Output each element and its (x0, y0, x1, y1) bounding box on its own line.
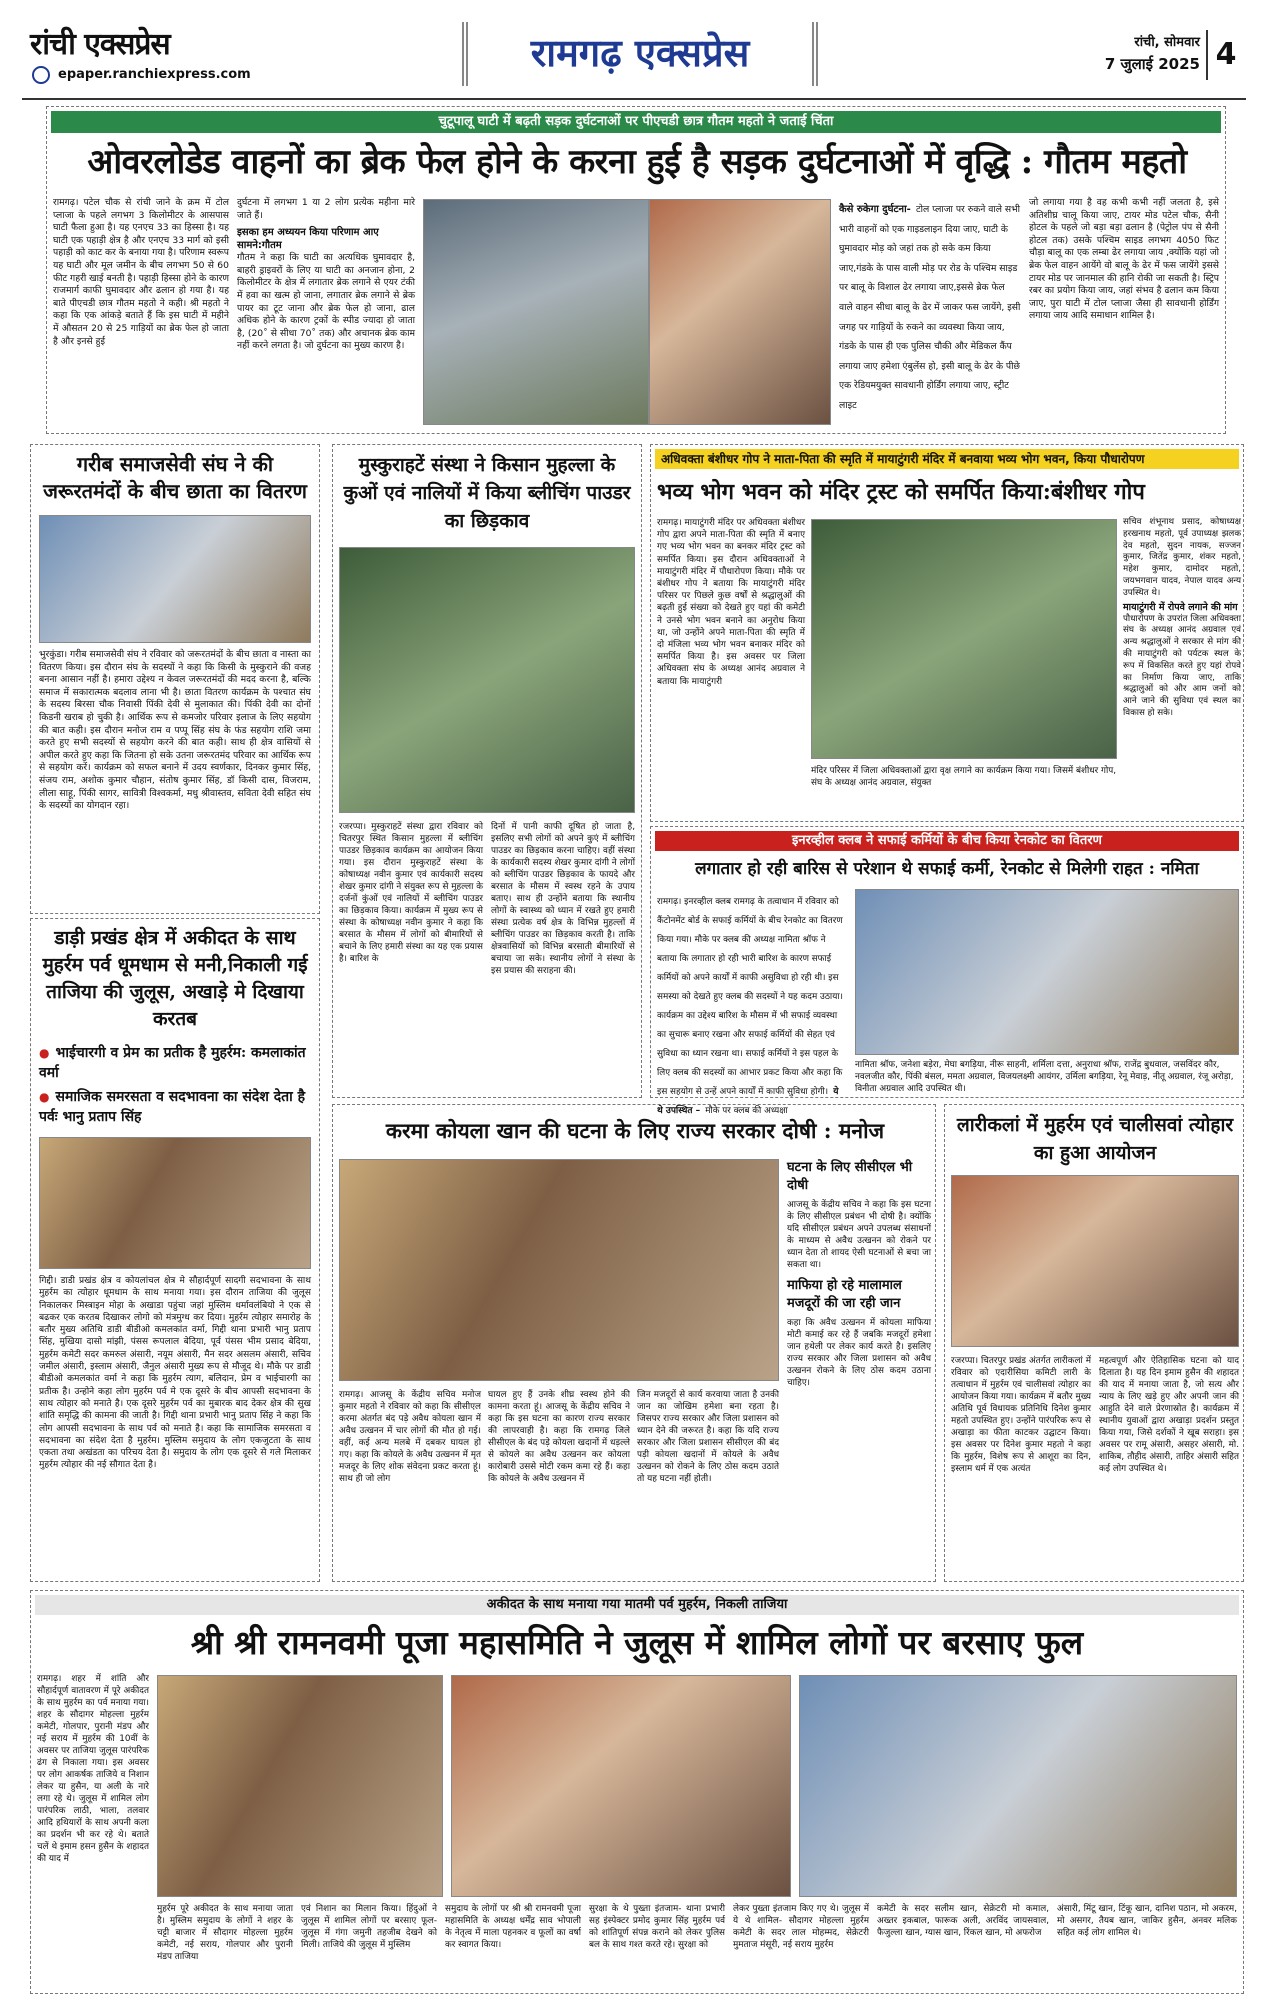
lead-col-2-subhead: इसका हम अध्ययन किया परिणाम आए सामने:गौतम (237, 227, 379, 252)
bhog-col-1: रामगढ़। मायाटुंगरी मंदिर पर अधिवक्ता बंशीधर गोप द्वारा अपने माता-पिता की स्मृति में बनाए गए भव्य भोग भवन का बनकर मंदिर ट्रस्ट को समर्पित किया। इस दौरान अधिवक्ताओं ने मायाटुंगरी मंदिर में पौधारोपण किया। मौके पर बंशीधर गोप ने बताया कि मायाटुंगरी मंदिर परिसर पर पिछले कुछ वर्षों से श्रद्धालुओं की बढ़ती हुई संख्या को देखते हुए यहां की कमेटी ने उनसे भोग भवन बनाने का अनुरोध किया था, जो उन्होंने अपने माता-पिता की स्मृति में दो मंजिला भव्य भोग भवन बनाकर मंदिर को समर्पित किया है। इस अवसर पर जिला अधिवक्ता संघ के अध्यक्ष आनंद अग्रवाल ने बताया कि मायाटुंगरी (657, 518, 805, 687)
bhog-col-3-text: सचिव शंभूनाथ प्रसाद, कोषाध्यक्ष हरखनाथ महतो, पूर्व उपाध्यक्ष झलक देव महतो, सुदन नायक, सज्जन कुमार, जितेंद्र कुमार, शंकर महतो, महेश कुमार, दामोदर महतो, जयभगवान यादव, नेपाल यादव अन्य उपस्थित थे। (1123, 517, 1241, 598)
bhog-story (650, 444, 1244, 822)
muharram-bullet-2: ● समाजिक समरसता व सदभावना का संदेश देता है पर्वः भानु प्रताप सिंह (39, 1087, 311, 1127)
page-number: 4 (1206, 30, 1244, 80)
larikalan-col-2: महत्वपूर्ण और ऐतिहासिक घटना को याद दिलाता है। यह दिन इमाम हुसैन की शहादत की याद में मनाया जाता है, जो सत्य और न्याय के लिए खड़े हुए और अपनी जान की आहुति देने वाले प्रेरणास्रोत है। कार्यक्रम में स्थानीय युवाओं द्वारा अखाड़ा प्रदर्शन प्रस्तुत किया गया, जिसे दर्शकों ने खूब सराहा। इस अवसर पर रामू अंसारी, असहर अंसारी, मो. शाकिब, तौहीद अंसारी, ताहिर अंसारी सहित कई लोग उपस्थित थे। (1099, 1356, 1239, 1474)
raincoat-story (650, 826, 1244, 1116)
bhog-photo (811, 519, 1117, 759)
karma-sidebar (787, 1159, 931, 1579)
karma-side-subhead-2: माफिया हो रहे मालामाल मजदूरों की जा रही जान (787, 1278, 902, 1311)
section-title: रामगढ़ एक्सप्रेस (530, 30, 750, 75)
umbrella-headline: गरीब समाजसेवी संघ ने की जरूरतमंदों के बीच छाता का वितरण (43, 452, 307, 503)
raincoat-present-text: मौके पर क्लब की अध्यक्षा (705, 1106, 788, 1116)
karma-photo (339, 1159, 779, 1381)
ramnavami-story (30, 1590, 1244, 1994)
issue-date: 7 जुलाई 2025 (1104, 55, 1200, 73)
ranchi-express-logo[interactable] (30, 22, 260, 64)
larikalan-col-1: रजरप्पा। चितरपुर प्रखंड अंतर्गत लारीकलां में रविवार को एदारीसिया कमिटी लारी के तत्वाधान में मुहर्रम एवं चालीसवां त्योहार का आयोजन किया गया। कार्यक्रम में बतौर मुख्य अतिथि पूर्व विधायक प्रतिनिधि दिनेश कुमार महतो उपस्थित हुए। उन्होंने पारंपरिक रूप से अखाड़ा का फीता काटकर उद्घाटन किया। इस अवसर पर दिनेश कुमार महतो ने कहा कि मुहर्रम, विशेष रूप से आशूरा का दिन, इस्लाम धर्म में एक अत्यंत (951, 1356, 1091, 1474)
raincoat-kicker: इनरव्हील क्लब ने सफाई कर्मियों के बीच किया रेनकोट का वितरण (655, 831, 1239, 851)
raincoat-col-1 (657, 889, 847, 1116)
bhog-col-3-rest: पौधारोपण के उपरांत जिला अधिवक्ता संघ के अध्यक्ष आनंद अग्रवाल एवं अन्य श्रद्धालुओं ने सरकार से मांग की की मायाटुंगरी को पर्यटक स्थल के रूप में विकसित करते हुए यहां रोपवे का निर्माण किया जाए, ताकि श्रद्धालुओं को और आम जनों को आने जाने की सुविधा एवं स्थल का विकास हो सके। (1123, 613, 1241, 718)
globe-icon (32, 66, 50, 84)
lead-col-1: रामगढ़। पटेल चौक से रांची जाने के क्रम में टोल प्लाजा के पहले लगभग 3 किलोमीटर के आसपास घाटी फैला हुआ है। यह एनएच 33 का हिस्सा है। यह घाटी एक पहाड़ी क्षेत्र है और एनएच 33 मार्ग को इसी पहाड़ी को काट कर के बनाया गया है। परिणाम स्वरूप यह घाटी और मूल जमीन के बीच लगभग 50 से 60 फीट गहरी खाई बनती है। पहाड़ी हिस्सा होने के कारण राजमार्ग काफी घुमावदार और ढलान हो गया है। यह बाते पीएचडी छात्र गौतम महतो ने कही। श्री महतो ने कहा कि एक आंकड़े बताते हैं कि इस घाटी में महीने में औसतन 20 से 25 गाड़ियों का ब्रेक फेल हो जाता है और इनसे हुई (53, 197, 230, 347)
masthead (0, 0, 1268, 100)
muharram-photo (39, 1137, 311, 1269)
karma-side-subhead: घटना के लिए सीसीएल भी दोषी (787, 1160, 913, 1193)
lead-headline: ओवरलोडेड वाहनों का ब्रेक फेल होने के करना हुई है सड़क दुर्घटनाओं में वृद्धि : गौतम महतो (87, 142, 1187, 182)
ramnavami-photo-2 (451, 1675, 791, 1897)
bhog-col-3-subhead: मायाटुंगरी में रोपवे लगाने की मांग (1123, 601, 1238, 613)
umbrella-photo (39, 515, 311, 643)
bhog-kicker: अधिवक्ता बंशीधर गोप ने माता-पिता की स्मृति में मायाटुंगरी मंदिर में बनवाया भव्य भोग भवन, किया पौधारोपण (655, 449, 1239, 469)
ramnavami-col-3: एवं निशान का मिलान किया। हिंदुओं ने जुलूस में शामिल लोगों पर बरसाए फूल- जुलूस में गंगा जमुनी तहजीब देखने को मिली। ताजिये की जुलूस में मुस्लिम (301, 1904, 437, 1950)
ramnavami-photo-3 (799, 1675, 1237, 1897)
bleaching-photo (339, 547, 635, 813)
ramnavami-photo-1 (157, 1675, 443, 1897)
umbrella-body: भुरकुंडा। गरीब समाजसेवी संघ ने रविवार को जरूरतमंदों के बीच छाता व नास्ता का वितरण किया। इस दौरान संघ के सदस्यों ने कहा कि किसी के मुस्कुराने की वजह बनना आसान नहीं है। हमारा उद्देश्य न केवल जरूरतमंदों की मदद करना है, बल्कि समाज में सकारात्मक बदलाव लाना भी है। छाता वितरण कार्यक्रम के पश्चात संघ के सदस्य बिरसा चौक निवासी पिंकी देवी से मुलाकात की। पिंकी देवी का दोनों किडनी खराब हो चुकी है। आर्थिक रूप से कमजोर परिवार इलाज के लिए सहयोग की बात कही। इस दौरान मनोज राम व पप्पू सिंह संघ के फंड सहयोग राशि जमा करते हुए सभी सदस्यों से सहयोग करने की बात कही। साथ ही क्षेत्र वासियों से अपील करते हुए कहा कि जितना हो सके उतना जरूरतमंद परिवार का आर्थिक रूप से सहयोग करें। कार्यक्रम को सफल बनाने में उदय स्वर्णकार, दिनकर कुमार सिंह, संजय राम, अशोक कुमार चौहान, संतोष कुमार सिंह, डॉ किसी दास, विजराम, लीला साहू, पिंकी सागर, सावित्री विश्वकर्मा, मधु श्रीवास्तव, सविता देवी सहित संघ के सदस्यों का योगदान रहा। (39, 649, 311, 812)
bhog-headline: भव्य भोग भवन को मंदिर ट्रस्ट को समर्पित किया:बंशीधर गोप (657, 479, 1145, 505)
raincoat-body: रामगढ़। इनरव्हील क्लब रामगढ़ के तत्वाधान में रविवार को कैंटोनमेंट बोर्ड के सफाई कर्मियों के बीच रेनकोट का वितरण किया गया। मौके पर क्लब की अध्यक्ष नामिता श्रॉफ ने बताया कि लगातार हो रही भारी बारिश के कारण सफाई कर्मियों को अपने कार्यों में काफी असुविधा हो रही थी। इस समस्या को देखते हुए क्लब की सदस्यों ने यह कदम उठाया। कार्यक्रम का उद्देश्य बारिश के मौसम में भी सफाई व्यवस्था का सुचारू बनाए रखना और सफाई कर्मियों की सेहत एवं सुविधा का ध्यान रखना था। सफाई कर्मियों ने इस पहल के लिए क्लब की सदस्यों का आभार प्रकट किया और कहा कि इस सहयोग से उन्हें अपने कार्यों में काफी सुविधा होगी। (657, 897, 843, 1097)
ramnavami-col-8: अंसारी, मिंटू खान, टिंकू खान, दानिश पठान, मो अकरम, मो असगर, तैयब खान, जाकिर हुसैन, अनवर मलिक सहित कई लोग शामिल थे। (1057, 1904, 1237, 1938)
karma-side-text: आजसू के केंद्रीय सचिव ने कहा कि इस घटना के लिए सीसीएल प्रबंधन भी दोषी है। क्योंकि यदि सीसीएल प्रबंधन अपने उपलब्ध संसाधनों के माध्यम से अवैध उत्खनन को रोकने पर ध्यान देता तो शायद ऐसी घटनाओं से बचा जा सकता था। (787, 1200, 931, 1270)
bhog-col-3 (1123, 517, 1241, 819)
muharram-story (30, 918, 320, 1582)
karma-col-1: रामगढ़। आजसू के केंद्रीय सचिव मनोज कुमार महतो ने रविवार को कहा कि सीसीएल करमा अंतर्गत बंद पड़े अवैध कोयला खान में अवैध उत्खनन में चार लोगों की मौत हो गई। वहीं, कई अन्य मलबे में दबकर घायल हो गए। कहा कि कोयले के अवैध उत्खनन में मृत मजदूर के लिए शोक संवेदना प्रकट करता हूं। साथ ही जो लोग (339, 1390, 481, 1484)
ramnavami-col-7: कमेटी के सदर सलीम खान, सेक्रेटरी मो कमाल, अख्तर इकबाल, फारूक अली, अरविंद जायसवाल, फैजुल्ला खान, ग्यास खान, रिंकल खान, मो अफरोज (877, 1904, 1049, 1938)
raincoat-photo (855, 889, 1239, 1055)
karma-headline: करमा कोयला खान की घटना के लिए राज्य सरकार दोषी : मनोज (385, 1118, 885, 1143)
larikalan-story (944, 1104, 1244, 1582)
ramnavami-col-5: सुरक्षा के थे पुख्ता इंतजाम- थाना प्रभारी सह इंस्पेक्टर प्रमोद कुमार सिंह मुहर्रम पर्व को शांतिपूर्ण संपन्न कराने को लेकर पुलिस बल के साथ गश्त करते रहे। सुरक्षा को (589, 1904, 725, 1950)
lead-kicker: चुटूपालू घाटी में बढ़ती सड़क दुर्घटनाओं पर पीएचडी छात्र गौतम महतो ने जताई चिंता (51, 111, 1221, 133)
karma-story (332, 1104, 936, 1582)
larikalan-photo (951, 1175, 1239, 1347)
karma-col-3: जिन मजदूरों से कार्य करवाया जाता है उनकी जान का जोखिम हमेशा बना रहता है। जिसपर राज्य सरकार और जिला प्रशासन को ध्यान देने की जरूरत है। कहा कि यदि राज्य सरकार और जिला प्रशासन सीसीएल की बंद पड़ी कोयला खदानों में कोयले के अवैध उत्खनन को रोकने के लिए ठोस कदम उठाते तो यह घटना नहीं होती। (637, 1390, 779, 1484)
karma-side-text-2: कहा कि अवैध उत्खनन में कोयला माफिया मोटी कमाई कर रहे हैं जबकि मजदूरों हमेशा जान हथेली पर लेकर कार्य करते है। इसलिए राज्य सरकार और जिला प्रशासन को अवैध उत्खनन रोकने के लिए ठोस कदम उठाना चाहिए। (787, 1318, 931, 1388)
lead-col-3-subhead: कैसे रुकेगा दुर्घटना- (839, 204, 911, 215)
lead-col-2-text: दुर्घटना में लगभग 1 या 2 लोग प्रत्येक महीना मारे जाते हैं। (237, 197, 415, 221)
lead-story (46, 106, 1226, 434)
lead-col-4: जो लगाया गया है वह कभी कभी नहीं जलता है, इसे अतिशीघ्र चालू किया जाए, टायर मोड पटेल चौक, सैनी होटल के पहले जो बड़ा बड़ा ढलान है (पेट्रोल पंप से सैनी होटल तक) उसके पश्चिम साइड लगभग 4050 फिट चौड़ा बालू का एक लम्बा ढेर लगाया जाय ,क्योंकि यहां जो ब्रेक फेल वाहन आयेंगे वो बालू के ढेर में फस जायेंगे इससे टायर मोड पर जानमाल की हानि रोकी जा सकती है। स्ट्रिप रबर का प्रयोग किया जाय, जहां संभव है ढलान कम किया जाए, पुरा घाटी में टोल प्लाजा जैसा ही सावधानी होर्डिंग लगाया जाय आदि समाधान शामिल है। (1029, 197, 1219, 322)
muharram-bullet-1: ● भाईचारगी व प्रेम का प्रतीक है मुहर्रम: कमलाकांत वर्मा (39, 1043, 311, 1083)
masthead-divider (22, 98, 1246, 100)
bleaching-headline: मुस्कुराहटें संस्था ने किसान मुहल्ला के कुओं एवं नालियों में किया ब्लीचिंग पाउडर का छिड़काव (343, 454, 631, 532)
larikalan-headline: लारीकलां में मुहर्रम एवं चालीसवां त्योहार का हुआ आयोजन (956, 1114, 1234, 1164)
lead-col-3 (839, 197, 1021, 429)
lead-col-3-text: टोल प्लाजा पर रुकने वाले सभी भारी वाहनों को एक गाइडलाइन दिया जाए, घाटी के घुमावदार मोड़ को जहां तक हो सके कम किया जाए,गंडके के पास वाली मोड़ पर रोड के पश्चिम साइड पर बालू के विशाल ढेर लगाया जाए,इससे ब्रेक फेल वाले वाहन सीधा बालू के ढेर में जाकर फस जायेंगे, इसी जगह पर गाड़ियों के रुकने का व्यवस्था किया जाय, गंडके के पास ही एक पुलिस चौकी और मेडिकल कैंप लगाया जाए हमेशा एंबुलेंस हो, इसी बालू के ढेर के पीछे एक रेडियमयुक्त सावधानी होर्डिंग लगाया जाए, स्ट्रीट लाइट (839, 204, 1021, 411)
logo-text: रांची एक्सप्रेस (30, 27, 170, 62)
muharram-headline: डाड़ी प्रखंड क्षेत्र में अकीदत के साथ मुहर्रम पर्व धूमधाम से मनी,निकाली गई ताजिया की जुलूस, अखाड़े मे दिखाया करतब (42, 927, 308, 1030)
raincoat-caption: नामिता श्रॉफ, जनेशा बड़ेरा, मेघा बगड़िया, नीरू साहनी, शर्मिला दत्ता, अनुराधा श्रॉफ, राजेंद्र बुधवाल, जसविंदर कौर, नवलजीत कौर, पिंकी बंसल, ममता अग्रवाल, विजयलक्ष्मी आयंगर, उर्मिला बगड़िया, रेनू मेवाड़, नीतू अग्रवाल, रंजू अरोड़ा, विनीता अग्रवाल आदि उपस्थित थी। (855, 1060, 1234, 1094)
bleaching-col-2: दिनों में पानी काफी दूषित हो जाता है, इसलिए सभी लोगों को अपने कुएं में ब्लीचिंग पाउडर का छिड़काव करना चाहिए। वहीं संस्था के कार्यकारी सदस्य शेखर कुमार दांगी ने लोगों को ब्लीचिंग पाउडर छिड़काव के फायदे और बरसात के मौसम में स्वस्थ रहने के उपाय बताए। साथ ही उन्होंने बताया कि स्थानीय लोगों के स्वास्थ्य को ध्यान में रखते हुए हमारी संस्था प्रत्येक वर्ष क्षेत्र के विभिन्न मुहल्लों में ब्लीचिंग पाउडर का छिड़काव करती है। ताकि क्षेत्रवासियों को विभिन्न बरसाती बीमारियों से बचाया जा सके। स्थानीय लोगों ने संस्था के इस प्रयास की सराहना की। (491, 822, 635, 976)
muharram-body: गिद्दी। डाडी प्रखंड क्षेत्र व कोयलांचल क्षेत्र मे सौहार्दपूर्ण सादगी सदभावना के साथ मुहर्रम का त्योहार धूमधाम के साथ मनाया गया। इस दौरान ताजिया की जुलूस निकालकर मिस्त्राइन मोहा के अखाडा पहुंचा जहां मुस्लिम धर्मावलंबियो ने एक से बढकर एक करतब दिखाकर लोगो को मंत्रमुग्ध कर दिया। मुहर्रम त्योहार समारोह के बतौर मुख्य अतिथि डाडी बीडीओ कमलकांत वर्मा, गिद्दी थाना प्रभारी भानु प्रताप सिंह, मुखिया दासो मांझी, पंसस रूपलाल बेदिया, पूर्व पंसस भीम प्रसाद बेदिया, मुहर्रम कमेटी सदर कमरुल अंसारी, नयूम अंसारी, मैन सदर असलम अंसारी, सचिव जमील अंसारी, इस्लाम अंसारी, जैनुल अंसारी मुख्य रूप से मौजूद थे। मौके पर डाडी बीडीओ कमलकांत वर्मा ने कहा कि मुहर्रम त्याग, बलिदान, प्रेम व भाईचारगी का प्रतीक है। उन्होने कहा लोग मुहर्रम पर्व मे एक दूसरे के बीच आपसी सदभावना के साथ त्योहार को मनाते है। एक दूसरे मुहर्रम पर्व का मुबारक बाद देकर क्षेत्र की सुख शांति समृद्धि की कामना की जाती है। गिद्दी थाना प्रभारी भानु प्रताप सिंह ने कहा कि लोग आपसी सदभावना के साथ पर्व को मनाते है। कहा कि सामाजिक समरसता व सदभावना का संदेश देता है मुहर्रम। मुस्लिम समुदाय के लोग एकजुटता के साथ एकता तथा अखंडता का परिचय देता है। समुदाय के लोग एक दूसरे से गले मिलाकर मुहर्रम त्योहार की नई सौगात देता है। (39, 1276, 311, 1471)
lead-photo-accident-site (423, 199, 649, 425)
raincoat-present-label: ये थे उपस्थित – (657, 1087, 839, 1116)
city-day: रांची, सोमवार (1134, 35, 1200, 50)
dateline (1080, 32, 1200, 74)
ramnavami-col-4: समुदाय के लोगों पर श्री श्री रामनवमी पूजा महासमिति के अध्यक्ष धर्मेंद्र साव भोपाली के नेतृत्व में माला पहनकर व फूलों का वर्षा कर स्वागत किया। (445, 1904, 581, 1950)
lead-col-2 (237, 197, 415, 429)
bleaching-story (332, 444, 642, 1098)
bleaching-col-1: रजरप्पा। मुस्कुराहटें संस्था द्वारा रविवार को चितरपुर स्थित किसान मुहल्ला में ब्लीचिंग पाउडर छिड़काव कार्यक्रम का आयोजन किया गया। इस दौरान मुस्कुराहटें संस्था के कोषाध्यक्ष नवीन कुमार एवं कार्यकारी सदस्य शेखर कुमार दांगी ने संयुक्त रूप से मुहल्ला के दर्जनों कुंओं एवं नालियों में ब्लीचिंग पाउडर का छिड़काव किया। कार्यक्रम में मुख्य रूप से संस्था के कोषाध्यक्ष नवीन कुमार ने कहा कि बरसात के मौसम में लोगों को बीमारियों से बचाने के लिए हमारी संस्था का यह एक प्रयास है। बारिश के (339, 822, 483, 964)
raincoat-headline: लगातार हो रही बारिस से परेशान थे सफाई कर्मी, रेनकोट से मिलेगी राहत : नमिता (695, 859, 1199, 879)
website-link[interactable]: epaper.ranchiexpress.com (58, 67, 251, 82)
karma-col-2: घायल हुए हैं उनके शीघ्र स्वस्थ होने की कामना करता हूं। आजसू के केंद्रीय सचिव ने कहा कि इस घटना का कारण राज्य सरकार की लापरवाही है। कहा कि रामगढ़ जिले सीसीएल के बंद पड़े कोयला खदानों में धड़ल्ले से कोयले का अवैध उत्खनन कर कोयला कारोबारी उससे मोटी रकम कमा रहे हैं। कहा कि कोयले के अवैध उत्खनन में (488, 1390, 631, 1484)
lead-photo-gautam-mahto (649, 199, 831, 425)
ramnavami-headline: श्री श्री रामनवमी पूजा महासमिति ने जुलूस में शामिल लोगों पर बरसाए फुल (190, 1623, 1084, 1662)
lead-col-2-rest: गौतम ने कहा कि घाटी का अत्यधिक घुमावदार है, बाहरी ड्राइवरों के लिए या घाटी का अनजान होना, 2 किलोमीटर के क्षेत्र में लगातार ब्रेक लगाने से एयर टंकी में हवा का खत्म हो जाना, लगातार ब्रेक लगाने से ब्रेक पायर का टूट जाना और ब्रेक फेल हो जाना, ढाल अधिक होने के कारण ट्रकों के स्पीड ज्यादा हो जाता है, (20˚ से सीधा 70˚ तक) और अचानक ब्रेक काम नहीं करने लगता है। जो दुर्घटना का मुख्य कारण है। (237, 252, 415, 352)
ramnavami-col-6: लेकर पुख्ता इंतजाम किए गए थे। जुलूस में ये थे शामिल- सौदागर मोहल्ला मुहर्रम कमेटी के सदर लाल मोहम्मद, सेक्रेटरी मुमताज मंसूरी, नई सराय मुहर्रम (733, 1904, 869, 1950)
ramnavami-kicker: अकीदत के साथ मनाया गया मातमी पर्व मुहर्रम, निकली ताजिया (35, 1595, 1239, 1615)
section-title-box (462, 22, 818, 86)
bhog-photo-caption: मंदिर परिसर में जिला अधिवक्ताओं द्वारा वृक्ष लगाने का कार्यक्रम किया गया। जिसमें बंशीधर गोप, संघ के अध्यक्ष आनंद अग्रवाल, संयुक्त (811, 766, 1117, 788)
umbrella-story (30, 444, 320, 914)
ramnavami-col-1: रामगढ़। शहर में शांति और सौहार्दपूर्ण वातावरण में पूरे अकीदत के साथ मुहर्रम का पर्व मनाया गया। शहर के सौदागर मोहल्ला मुहर्रम कमेटी, गोलपार, पुरानी मंडप और नई सराय में मुहर्रम की 10वीं के अवसर पर ताजिया जुलूस पारंपरिक ढंग से निकाला गया। इस अवसर पर लोग आकर्षक ताजिये व निशान लेकर या हुसैन, या अली के नारे लगा रहे थे। जुलूस में शामिल लोग पारंपरिक लाठी, भाला, तलवार आदि हथियारों के साथ अपनी कला का प्रदर्शन भी कर रहे थे। बताते चलें थे इमाम हसन हुसैन के शहादत की याद में (37, 1674, 149, 1864)
ramnavami-col-2: मुहर्रम पूरे अकीदत के साथ मनाया जाता है। मुस्लिम समुदाय के लोगों ने शहर के चट्टी बाजार में सौदागर मोहल्ला मुहर्रम कमेटी, नई सराय, गोलपार और पुरानी मंडप ताजिया (157, 1904, 293, 1962)
